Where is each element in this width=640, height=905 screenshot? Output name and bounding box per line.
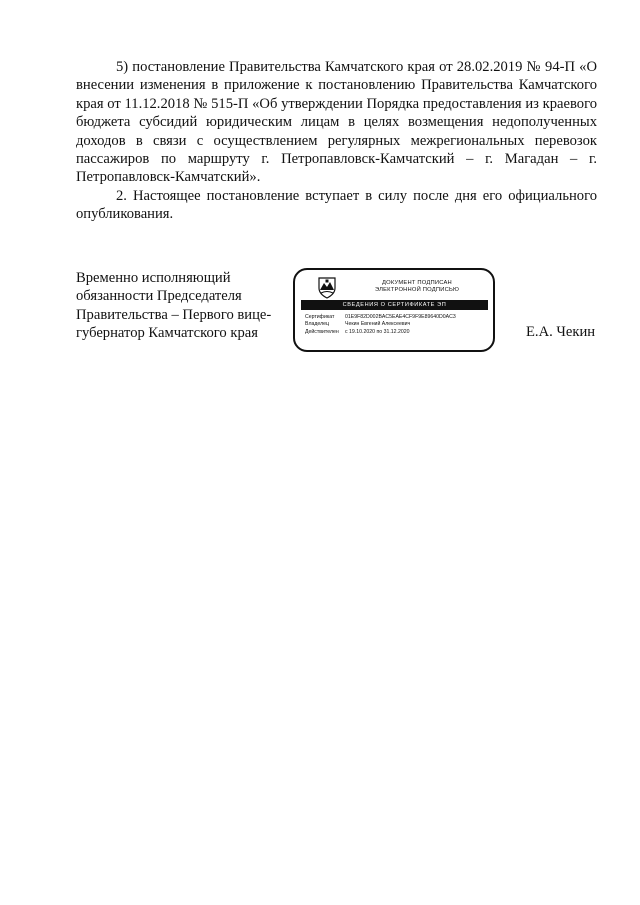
paragraph-item-5: 5) постановление Правительства Камчатского края от 28.02.2019 № 94-П «О внесении изменения в приложение к постановлению Правительства Камчатского края от 11.12.2018 № 515-П «Об утверждении Порядка предоставления из краевого бюджета субсидий юридическим лицам в целях возмещения недополученных доходов в связи с осуществлением регулярных межрегиональных перевозок пассажиров по маршруту г. Петропавловск-Камчатский – г. Магадан – г. Петропавловск-Камчатский». — [76, 59, 597, 186]
signer-name: Е.А. Чекин — [526, 324, 596, 340]
stamp-row-value: с 19.10.2020 по 31.12.2020 — [345, 328, 410, 335]
stamp-row-label: Действителен — [305, 328, 339, 335]
signature-position-line: обязанности Председателя — [76, 288, 242, 305]
stamp-certificate-header: СВЕДЕНИЯ О СЕРТИФИКАТЕ ЭП — [301, 300, 488, 310]
stamp-row-value: 01E9F82D002BAC5EAE4CF9F9E89640D0AC3 — [345, 314, 456, 320]
document-body — [76, 58, 597, 224]
e-signature-stamp — [293, 268, 495, 352]
signature-position — [76, 269, 281, 343]
stamp-row-validity — [305, 329, 485, 336]
signature-position-line: Правительства – Первого вице- — [76, 306, 272, 323]
stamp-row-label: Владелец — [305, 321, 329, 328]
kamchatka-coat-of-arms-icon — [315, 275, 339, 299]
signature-position-line: губернатор Камчатского края — [76, 325, 258, 342]
stamp-certificate-details — [305, 314, 485, 336]
stamp-row-label: Сертификат — [305, 314, 335, 320]
signature-position-line: Временно исполняющий — [76, 270, 231, 286]
stamp-title-line: ДОКУМЕНТ ПОДПИСАН — [382, 280, 452, 286]
stamp-row-certificate — [305, 314, 485, 321]
stamp-title-line: ЭЛЕКТРОННОЙ ПОДПИСЬЮ — [374, 287, 460, 293]
stamp-title — [347, 280, 487, 294]
paragraph-effective-date: 2. Настоящее постановление вступает в силу после дня его официального опубликования. — [76, 187, 597, 223]
stamp-row-value: Чекин Евгений Алексеевич — [345, 321, 411, 328]
stamp-row-owner — [305, 321, 485, 328]
